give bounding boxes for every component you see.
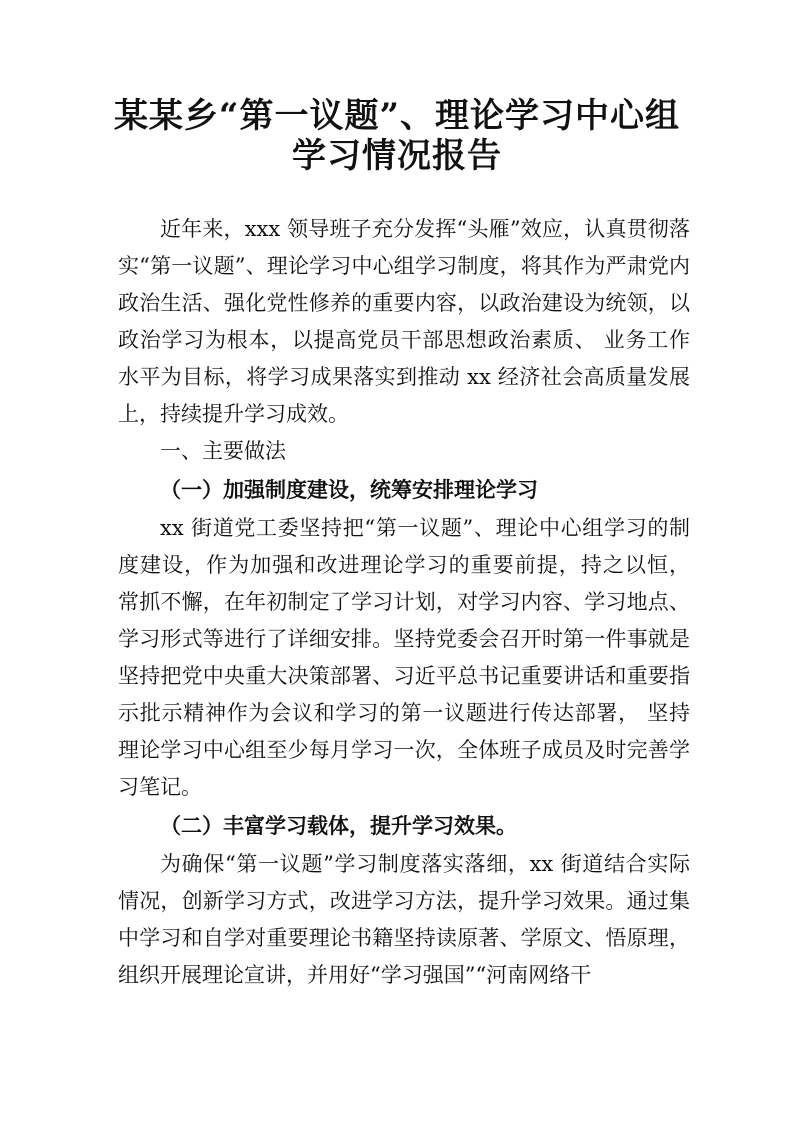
document-title-line-1: 某某乡“第一议题”、理论学习中心组 [113, 96, 681, 136]
section-heading-main-practices: 一、主要做法 [160, 439, 286, 463]
subsection-heading-2: （二）丰富学习载体，提升学习效果。 [160, 814, 517, 838]
subsection-1-paragraph: xx 街道党工委坚持把“第一议题”、理论中心组学习的制度建设，作为加强和改进理论学习的重要前提，持之以恒， 常抓不懈，在年初制定了学习计划，对学习内容、学习地点、学习形式等进行了详细安排。坚持党委会召开时第一件事就是坚持把党中央重大决策部署、习近平总书记重要讲话和重要指示批示精神作为会议和学习的第一议题进行传达部署， 坚持理论学习中心组至少每月学习一次，全体班子成员及时完善学习笔记。 [118, 516, 690, 799]
subsection-2-paragraph: 为确保“第一议题”学习制度落实落细，xx 街道结合实际情况，创新学习方式，改进学习方法，提升学习效果。通过集中学习和自学对重要理论书籍坚持读原著、学原文、悟原理，组织开展理论宣讲，并用好“学习强国”“河南网络干 [118, 852, 690, 987]
intro-paragraph: 近年来，xxx 领导班子充分发挥“头雁”效应，认真贯彻落实“第一议题”、理论学习中心组学习制度，将其作为严肃党内政治生活、强化党性修养的重要内容，以政治建设为统领，以政治学习为根本，以提高党员干部思想政治素质、 业务工作水平为目标，将学习成果落实到推动 xx 经济社会高质量发展上，持续提升学习成效。 [118, 217, 690, 426]
subsection-heading-1: （一）加强制度建设，统筹安排理论学习 [160, 478, 538, 502]
document-body [118, 211, 690, 994]
document-title-line-2: 学习情况报告 [292, 136, 502, 176]
